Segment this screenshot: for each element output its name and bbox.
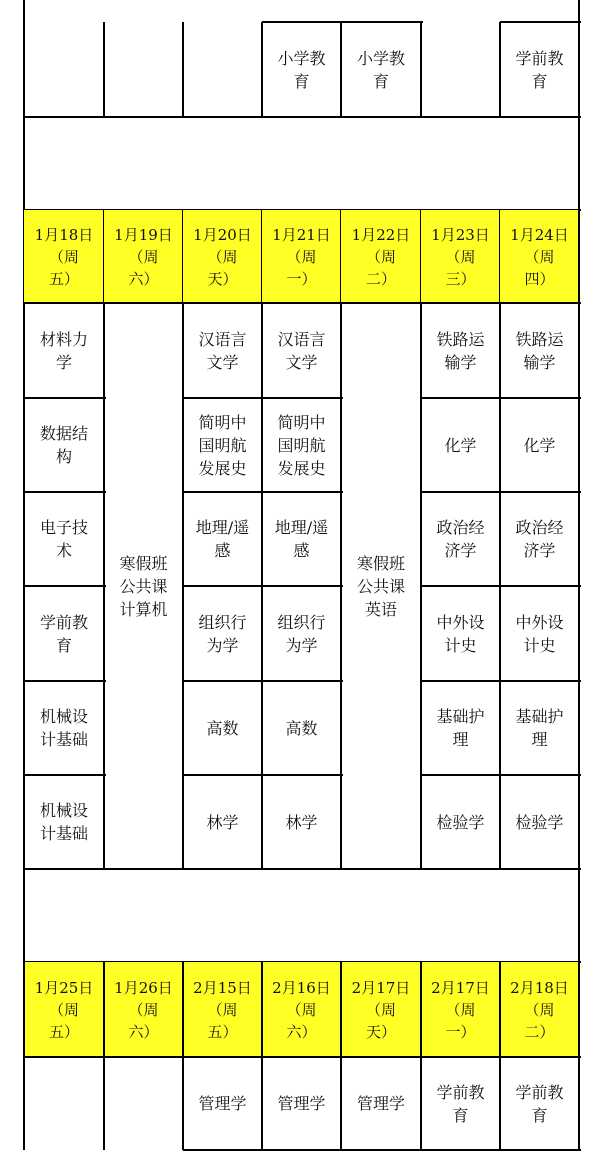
course-cell [104,22,183,117]
course-cell: 小学教 育 [356,48,405,91]
course-cell: 管理学 [277,1094,326,1113]
grid-line [261,303,263,869]
course-cell: 地理/遥 感 [195,518,250,560]
date-header: 1月22日 （周 二） [341,210,421,303]
grid-line [499,962,501,1057]
date-header: 2月17日 （周 一） [421,962,500,1057]
grid-line [103,962,105,1057]
grid-line [578,962,580,1057]
date-header: 1月24日 （周 四） [500,210,579,303]
grid-line [182,1057,184,1150]
grid-line [24,116,581,118]
grid-line [578,303,580,869]
course-cell: 政治经 济学 [515,518,564,560]
date-header: 1月19日 （周 六） [104,210,183,303]
date-header: 1月23日 （周 三） [421,210,500,303]
course-cell: 检验学 [515,812,564,832]
merged-course-cell: 寒假班 公共课 英语 [356,553,405,619]
course-cell: 化学 [444,435,477,455]
grid-line [182,22,184,117]
date-header: 2月16日 （周 六） [262,962,341,1057]
grid-line [340,1057,342,1150]
course-cell: 简明中 国明航 发展史 [198,412,247,478]
date-header: 2月18日 （周 二） [500,962,579,1057]
grid-line [182,303,184,869]
course-cell: 管理学 [356,1094,405,1113]
grid-line [183,1149,581,1151]
grid-line [103,303,105,869]
course-cell: 基础护 理 [515,707,564,749]
course-cell: 组织行 为学 [198,612,247,655]
grid-line [23,869,25,962]
merged-course-cell: 寒假班 公共课 计算机 [119,553,168,619]
course-cell: 组织行 为学 [277,612,326,655]
course-cell [24,1057,104,1150]
course-cell: 材料力 学 [39,329,88,372]
grid-line [340,22,342,117]
course-cell: 铁路运 输学 [515,329,564,372]
course-cell: 小学教 育 [277,48,326,91]
date-header: 1月18日 （周 五） [24,210,104,303]
course-cell: 化学 [523,435,556,455]
course-cell [24,22,104,117]
grid-line [420,303,422,869]
grid-line [578,869,580,962]
grid-line [420,1057,422,1150]
course-cell: 学前教 育 [515,1082,564,1125]
grid-line [23,303,25,869]
course-cell: 学前教 育 [436,1082,485,1125]
course-cell: 检验学 [436,812,485,832]
course-cell: 数据结 构 [39,424,88,466]
grid-line [261,1057,263,1150]
course-cell: 政治经 济学 [436,518,485,560]
grid-line [499,22,501,117]
date-header: 2月15日 （周 五） [183,962,262,1057]
course-cell: 林学 [285,812,318,832]
grid-line [182,962,184,1057]
grid-line [103,1057,105,1150]
date-header: 1月20日 （周 天） [183,210,262,303]
date-header: 1月26日 （周 六） [104,962,183,1057]
grid-line [262,21,423,23]
grid-line [578,210,580,303]
course-cell: 高数 [285,718,318,738]
grid-line [23,1057,25,1150]
course-cell [104,1057,183,1150]
course-cell: 高数 [206,718,239,738]
grid-line [24,868,581,870]
course-cell: 管理学 [198,1094,247,1113]
course-cell [183,22,262,117]
course-cell: 简明中 国明航 发展史 [277,412,326,478]
course-cell: 机械设 计基础 [39,707,88,749]
course-cell: 学前教 育 [515,48,564,91]
grid-line [578,1057,580,1150]
course-cell: 地理/遥 感 [274,518,329,560]
grid-line [500,21,581,23]
grid-line [420,962,422,1057]
grid-line [103,22,105,117]
course-cell: 电子技 术 [39,518,88,560]
grid-line [340,962,342,1057]
course-cell: 中外设 计史 [436,612,485,655]
course-cell: 汉语言 文学 [277,329,326,372]
grid-line [499,303,501,869]
grid-line [499,1057,501,1150]
date-header: 1月25日 （周 五） [24,962,104,1057]
course-cell: 中外设 计史 [515,612,564,655]
course-cell [421,22,500,117]
course-cell: 铁路运 输学 [436,329,485,372]
grid-line [340,303,342,869]
course-cell: 机械设 计基础 [39,801,88,843]
course-cell: 林学 [206,812,239,832]
grid-line [261,22,263,117]
date-header: 1月21日 （周 一） [262,210,341,303]
course-cell: 学前教 育 [39,612,88,655]
grid-line [261,962,263,1057]
course-cell: 汉语言 文学 [198,329,247,372]
grid-line [420,22,422,117]
course-cell: 基础护 理 [436,707,485,749]
grid-line [23,962,25,1057]
date-header: 2月17日 （周 天） [341,962,421,1057]
